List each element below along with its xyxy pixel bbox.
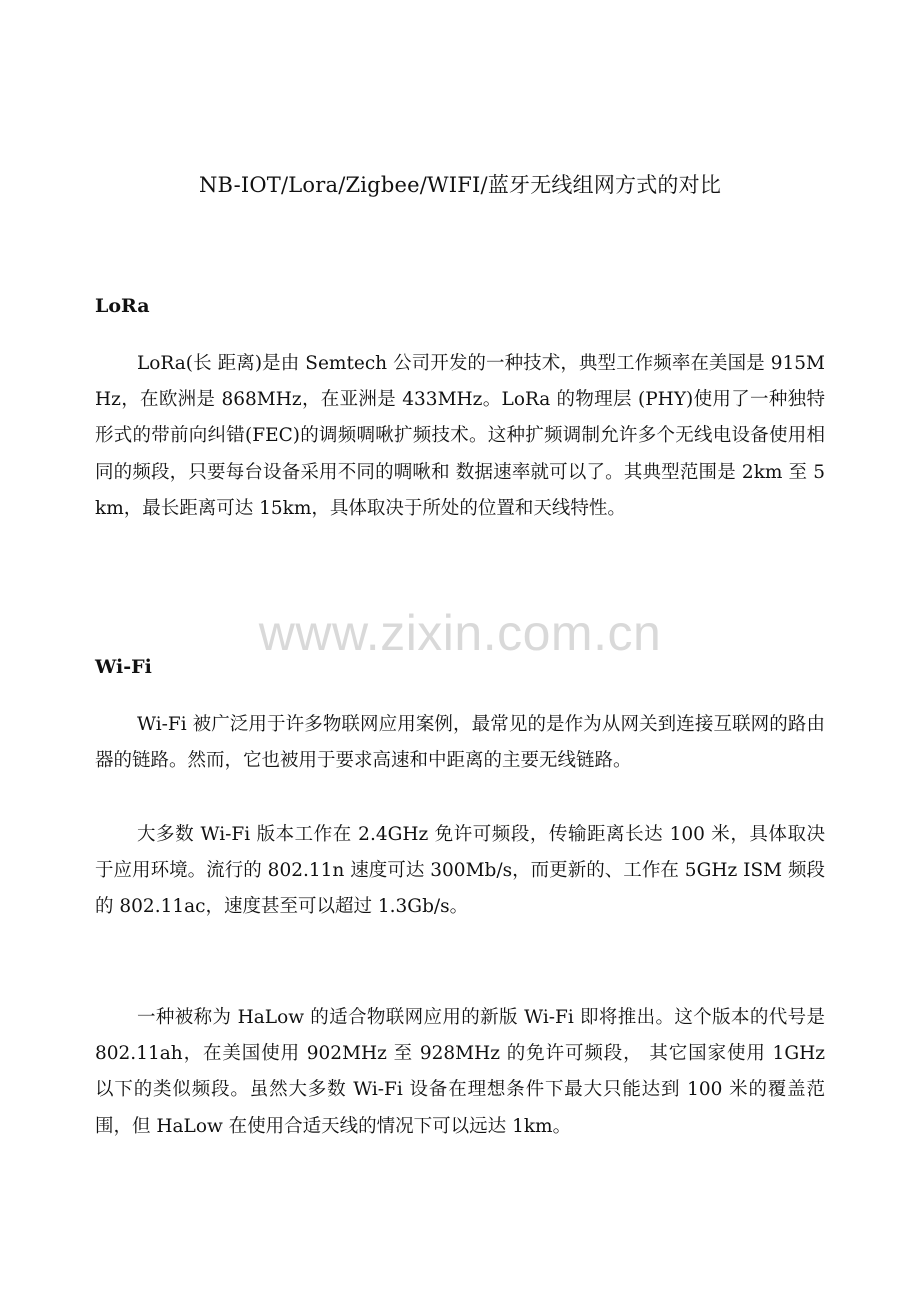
wifi-paragraph-3: 一种被称为 HaLow 的适合物联网应用的新版 Wi-Fi 即将推出。这个版本的代号是 802.11ah，在美国使用 902MHz 至 928MHz 的免许可频段， 其它国家使用 1GHz 以下的类似频段。虽然大多数 Wi-Fi 设备在理想条件下最大只能达到 100 米的覆盖范围，但 HaLow 在使用合适天线的情况下可以远达 1km。 xyxy=(95,1007,825,1137)
watermark: www.zixin.com.cn xyxy=(258,605,662,661)
section-heading-lora: LoRa xyxy=(95,295,150,317)
wifi-paragraph-2: 大多数 Wi-Fi 版本工作在 2.4GHz 免许可频段，传输距离长达 100 米，具体取决于应用环境。流行的 802.11n 速度可达 300Mb/s，而更新的、工作在 5GHz ISM 频段的 802.11ac，速度甚至可以超过 1.3Gb/s。 xyxy=(95,824,825,918)
document-title: NB-IOT/Lora/Zigbee/WIFI/蓝牙无线组网方式的对比 xyxy=(198,173,722,197)
lora-paragraph: LoRa(长 距离)是由 Semtech 公司开发的一种技术，典型工作频率在美国是 915MHz，在欧洲是 868MHz，在亚洲是 433MHz。LoRa 的物理层 (PHY)使用了一种独特形式的带前向纠错(FEC)的调频啁啾扩频技术。这种扩频调制允许多个无线电设备使用相同的频段，只要每台设备采用不同的啁啾和 数据速率就可以了。其典型范围是 2km 至 5km，最长距离可达 15km，具体取决于所处的位置和天线特性。 xyxy=(95,353,825,519)
wifi-paragraph-1: Wi-Fi 被广泛用于许多物联网应用案例，最常见的是作为从网关到连接互联网的路由器的链路。然而，它也被用于要求高速和中距离的主要无线链路。 xyxy=(95,714,825,772)
section-heading-wifi: Wi-Fi xyxy=(95,656,152,678)
